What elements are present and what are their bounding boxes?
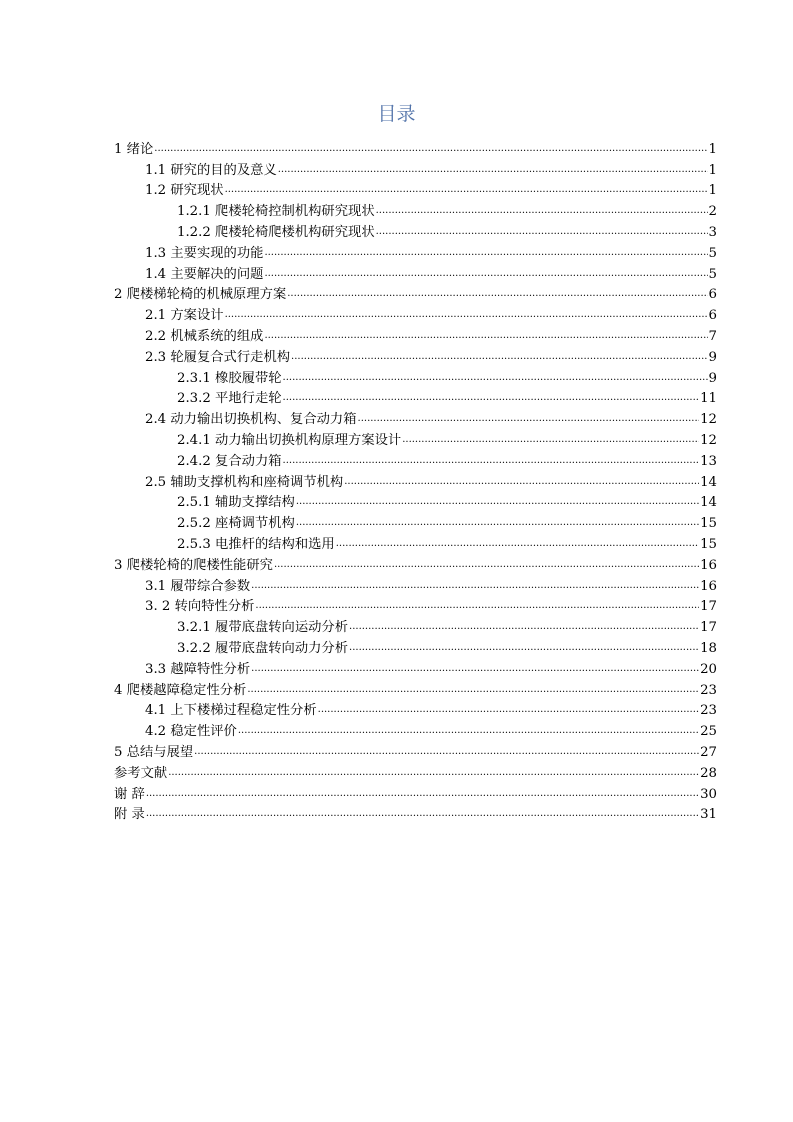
toc-entry-page-number: 23 — [700, 703, 717, 719]
toc-dot-leader — [247, 683, 699, 697]
toc-dot-leader — [146, 807, 699, 821]
toc-entry-page-number: 9 — [708, 370, 717, 386]
toc-entry[interactable] — [114, 345, 717, 366]
toc-dot-leader — [336, 537, 699, 551]
toc-entry[interactable] — [114, 574, 717, 595]
toc-entry[interactable] — [114, 615, 717, 636]
toc-entry-page-number: 5 — [708, 266, 717, 282]
toc-entry-label: 2.5.2 座椅调节机构 — [177, 516, 295, 532]
toc-dot-leader — [376, 204, 708, 218]
toc-dot-leader — [274, 558, 699, 572]
toc-entry-label: 1.2.1 爬楼轮椅控制机构研究现状 — [177, 204, 375, 220]
toc-entry[interactable] — [114, 303, 717, 324]
toc-entry[interactable] — [114, 470, 717, 491]
toc-dot-leader — [358, 412, 700, 426]
toc-entry-label: 2.5.3 电推杆的结构和选用 — [177, 536, 335, 552]
toc-entry-page-number: 12 — [700, 432, 717, 448]
toc-entry-label: 2.3.1 橡胶履带轮 — [177, 370, 282, 386]
toc-entry-label: 2.3.2 平地行走轮 — [177, 391, 282, 407]
toc-dot-leader — [287, 287, 707, 301]
toc-entry[interactable] — [114, 387, 717, 408]
toc-entry-page-number: 31 — [700, 807, 717, 823]
toc-entry-page-number: 2 — [708, 204, 717, 220]
toc-entry-label: 2.4.1 动力输出切换机构原理方案设计 — [177, 432, 402, 448]
toc-entry-page-number: 16 — [700, 578, 717, 594]
toc-entry-label: 3.3 越障特性分析 — [145, 661, 251, 677]
toc-entry[interactable] — [114, 678, 717, 699]
toc-dot-leader — [168, 766, 699, 780]
toc-dot-leader — [344, 475, 699, 489]
toc-entry[interactable] — [114, 283, 717, 304]
toc-dot-leader — [264, 329, 707, 343]
toc-entry-label: 2.3 轮履复合式行走机构 — [145, 349, 291, 365]
toc-entry-page-number: 5 — [708, 245, 717, 261]
toc-entry[interactable] — [114, 782, 717, 803]
toc-entry-page-number: 6 — [708, 287, 717, 303]
toc-entry-label: 1.2.2 爬楼轮椅爬楼机构研究现状 — [177, 224, 375, 240]
toc-entry-page-number: 18 — [700, 640, 717, 656]
toc-dot-leader — [146, 787, 699, 801]
toc-entry-label: 1.2 研究现状 — [145, 183, 224, 199]
toc-entry[interactable] — [114, 407, 717, 428]
toc-entry-page-number: 16 — [700, 557, 717, 573]
toc-entry-label: 3.1 履带综合参数 — [145, 578, 251, 594]
toc-entry[interactable] — [114, 761, 717, 782]
toc-dot-leader — [225, 183, 708, 197]
toc-dot-leader — [278, 163, 708, 177]
toc-dot-leader — [264, 267, 707, 281]
toc-entry[interactable] — [114, 262, 717, 283]
toc-entry-page-number: 17 — [700, 620, 717, 636]
toc-entry-page-number: 25 — [700, 724, 717, 740]
toc-entry-page-number: 9 — [708, 349, 717, 365]
toc-dot-leader — [154, 142, 707, 156]
toc-dot-leader — [194, 745, 699, 759]
toc-entry-page-number: 15 — [700, 516, 717, 532]
toc-entry[interactable] — [114, 324, 717, 345]
toc-entry-page-number: 7 — [708, 328, 717, 344]
toc-entry-label: 4 爬楼越障稳定性分析 — [114, 682, 247, 698]
toc-entry-label: 1.4 主要解决的问题 — [145, 266, 264, 282]
toc-dot-leader — [251, 662, 699, 676]
toc-entry-label: 3.2.2 履带底盘转向动力分析 — [177, 640, 349, 656]
toc-dot-leader — [291, 350, 707, 364]
toc-dot-leader — [376, 225, 708, 239]
toc-entry-page-number: 20 — [700, 661, 717, 677]
toc-dot-leader — [264, 246, 707, 260]
toc-entry-label: 3.2.1 履带底盘转向运动分析 — [177, 620, 349, 636]
toc-entry-label: 3 爬楼轮椅的爬楼性能研究 — [114, 557, 273, 573]
toc-entry[interactable] — [114, 553, 717, 574]
toc-entry[interactable] — [114, 803, 717, 824]
toc-dot-leader — [349, 641, 699, 655]
toc-dot-leader — [318, 703, 699, 717]
toc-entry-page-number: 13 — [700, 453, 717, 469]
toc-dot-leader — [296, 495, 699, 509]
table-of-contents — [114, 137, 717, 823]
toc-entry-label: 1.1 研究的目的及意义 — [145, 162, 277, 178]
toc-entry-label: 2.2 机械系统的组成 — [145, 328, 264, 344]
toc-entry-page-number: 11 — [700, 391, 717, 407]
toc-entry-label: 2 爬楼梯轮椅的机械原理方案 — [114, 287, 287, 303]
toc-entry-label: 5 总结与展望 — [114, 744, 194, 760]
toc-entry[interactable] — [114, 428, 717, 449]
toc-entry-label: 1 绪论 — [114, 141, 154, 157]
toc-entry[interactable] — [114, 137, 717, 158]
toc-entry[interactable] — [114, 719, 717, 740]
toc-entry[interactable] — [114, 179, 717, 200]
toc-entry-page-number: 12 — [700, 412, 717, 428]
toc-entry-page-number: 6 — [708, 308, 717, 324]
toc-entry-label: 1.3 主要实现的功能 — [145, 245, 264, 261]
toc-dot-leader — [283, 391, 700, 405]
toc-entry[interactable] — [114, 241, 717, 262]
toc-dot-leader — [402, 433, 699, 447]
toc-entry-page-number: 1 — [708, 141, 717, 157]
toc-dot-leader — [349, 620, 699, 634]
toc-entry-label: 2.1 方案设计 — [145, 308, 224, 324]
toc-entry[interactable] — [114, 657, 717, 678]
toc-entry-page-number: 14 — [700, 495, 717, 511]
toc-entry[interactable] — [114, 220, 717, 241]
toc-entry[interactable] — [114, 595, 717, 616]
toc-dot-leader — [296, 516, 699, 530]
toc-entry[interactable] — [114, 449, 717, 470]
toc-entry[interactable] — [114, 491, 717, 512]
toc-entry-label: 谢 辞 — [114, 786, 145, 802]
toc-dot-leader — [251, 579, 699, 593]
toc-dot-leader — [283, 454, 700, 468]
toc-entry-label: 附 录 — [114, 807, 145, 823]
toc-entry-page-number: 27 — [700, 744, 717, 760]
toc-entry-label: 2.4.2 复合动力箱 — [177, 453, 282, 469]
toc-entry-page-number: 17 — [700, 599, 717, 615]
toc-entry[interactable] — [114, 199, 717, 220]
toc-entry-label: 3. 2 转向特性分析 — [145, 599, 255, 615]
toc-entry-label: 参考文献 — [114, 765, 168, 781]
toc-entry-label: 4.1 上下楼梯过程稳定性分析 — [145, 703, 317, 719]
toc-dot-leader — [255, 599, 699, 613]
toc-dot-leader — [225, 308, 708, 322]
toc-entry-label: 2.5.1 辅助支撑结构 — [177, 495, 295, 511]
toc-entry-label: 4.2 稳定性评价 — [145, 724, 237, 740]
toc-entry-page-number: 28 — [700, 765, 717, 781]
toc-dot-leader — [283, 371, 708, 385]
toc-entry-page-number: 1 — [708, 162, 717, 178]
toc-entry[interactable] — [114, 158, 717, 179]
toc-entry[interactable] — [114, 740, 717, 761]
toc-entry[interactable] — [114, 532, 717, 553]
toc-entry-page-number: 30 — [700, 786, 717, 802]
toc-entry-page-number: 3 — [708, 224, 717, 240]
toc-entry-page-number: 15 — [700, 536, 717, 552]
toc-entry[interactable] — [114, 636, 717, 657]
toc-entry[interactable] — [114, 699, 717, 720]
toc-entry-page-number: 1 — [708, 183, 717, 199]
toc-entry-page-number: 14 — [700, 474, 717, 490]
toc-entry[interactable] — [114, 366, 717, 387]
toc-entry-label: 2.4 动力输出切换机构、复合动力箱 — [145, 412, 357, 428]
toc-entry[interactable] — [114, 511, 717, 532]
toc-dot-leader — [238, 724, 699, 738]
page-title: 目录 — [377, 103, 416, 125]
toc-entry-page-number: 23 — [700, 682, 717, 698]
toc-entry-label: 2.5 辅助支撑机构和座椅调节机构 — [145, 474, 344, 490]
